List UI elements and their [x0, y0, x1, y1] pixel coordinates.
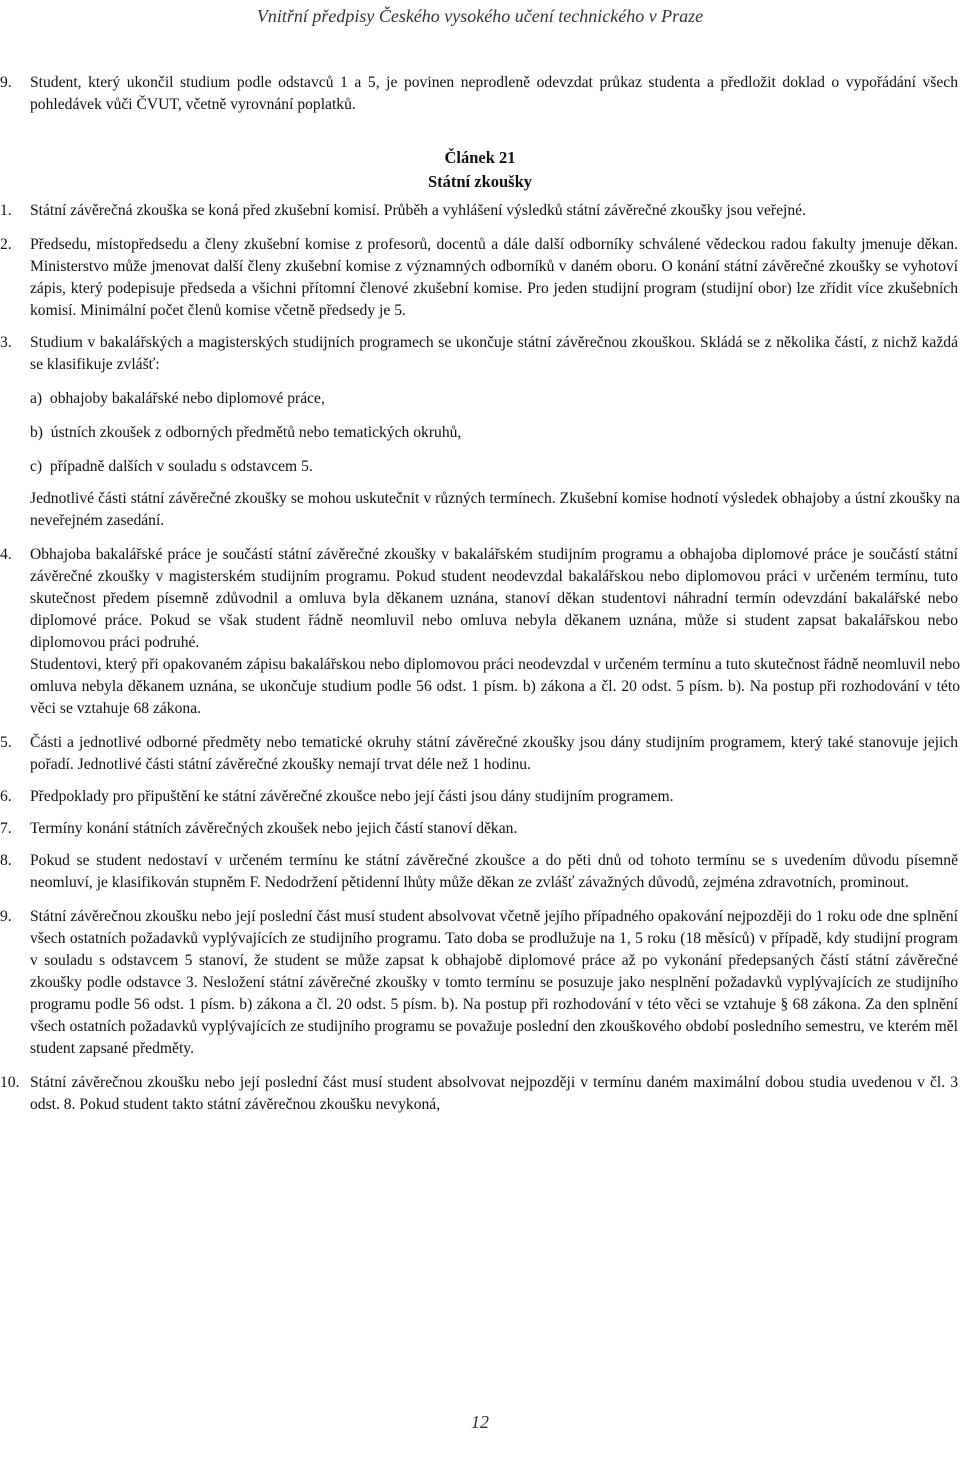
paragraph-number: 6. [0, 788, 12, 805]
paragraph-8 [0, 850, 960, 894]
article-number: Článek 21 [444, 148, 516, 167]
paragraph-7 [0, 818, 960, 840]
paragraph-text: Obhajoba bakalářské práce je součástí státní závěrečné zkoušky v bakalářském studijním programu a obhajoba diplomové práce je součástí státní závěrečné zkoušky v magisterském studijním programu. Pokud student neodevzdal bakalářskou nebo diplomovou práci v určeném termínu, tuto skutečnost předem písemně zdůvodnil a omluva byla děkanem uznána, stanoví děkan studentovi náhradní termín odevzdání bakalářské nebo diplomové práce. Pokud se však student řádně neomluvil nebo omluva nebyla děkanem uznána, může si student zapsat bakalářskou nebo diplomovou práci podruhé. [30, 546, 958, 651]
paragraph-9 [0, 906, 960, 1060]
paragraph-text: Státní závěrečnou zkoušku nebo její poslední část musí student absolvovat nejpozději v termínu daném maximální dobou studia uvedenou v čl. 3 odst. 8. Pokud student takto státní závěrečnou zkoušku nevykoná, [30, 1074, 958, 1113]
paragraph-text: Termíny konání státních závěrečných zkoušek nebo jejich částí stanoví děkan. [30, 820, 518, 837]
list-item: a) obhajoby bakalářské nebo diplomové práce, [30, 390, 325, 407]
paragraph-text: Státní závěrečná zkouška se koná před zkušební komisí. Průběh a vyhlášení výsledků státní závěrečné zkoušky jsou veřejné. [30, 202, 806, 219]
paragraph-10 [0, 1072, 960, 1116]
page-number: 12 [471, 1412, 489, 1432]
paragraph-number: 10. [0, 1074, 20, 1091]
paragraph-2 [0, 234, 960, 322]
paragraph-number: 2. [0, 236, 12, 253]
paragraph-number: 1. [0, 202, 12, 219]
paragraph-number: 7. [0, 820, 12, 837]
list-item: c) případně dalších v souladu s odstavcem 5. [30, 458, 313, 475]
paragraph-text: Předpoklady pro připuštění ke státní závěrečné zkoušce nebo její části jsou dány studijním programem. [30, 788, 674, 805]
list-item: b) ústních zkoušek z odborných předmětů nebo tematických okruhů, [30, 424, 462, 441]
paragraph-number: 4. [0, 546, 12, 563]
document-body [0, 72, 960, 1116]
paragraph-number: 9. [0, 908, 12, 925]
paragraph-text: Student, který ukončil studium podle odstavců 1 a 5, je povinen neprodleně odevzdat průkaz studenta a předložit doklad o vypořádání všech pohledávek vůči ČVUT, včetně vyrovnání poplatků. [30, 74, 958, 113]
paragraph-text: Studium v bakalářských a magisterských studijních programech se ukončuje státní závěrečnou zkouškou. Skládá se z několika částí, z nichž každá se klasifikuje zvlášť: [30, 334, 958, 373]
paragraph-1 [0, 200, 960, 222]
paragraph-text: Předsedu, místopředsedu a členy zkušební komise z profesorů, docentů a dále další odborníky schválené vědeckou radou fakulty jmenuje děkan. Ministerstvo může jmenovat další členy zkušební komise z významných odborníků v daném oboru. O konání státní závěrečné zkoušky se vyhotoví zápis, který podepisuje předseda a všichni přítomní členové zkušební komise. Pro jeden studijní program (studijní obor) lze zřídit více zkušebních komisí. Minimální počet členů komise včetně předsedy je 5. [30, 236, 958, 319]
paragraph-4-continuation: Studentovi, který při opakovaném zápisu bakalářskou nebo diplomovou práci neodevzdal v určeném termínu a tuto skutečnost řádně neomluvil nebo omluva nebyla děkanem uznána, se ukončuje studium podle 56 odst. 1 písm. b) zákona a čl. 20 odst. 5 písm. b). Na postup při rozhodování v této věci se vztahuje 68 zákona. [30, 656, 960, 717]
paragraph-number: 5. [0, 734, 12, 751]
paragraph-3 [0, 332, 960, 376]
paragraph-text: Státní závěrečnou zkoušku nebo její poslední část musí student absolvovat včetně jejího případného opakování nejpozději do 1 roku ode dne splnění všech ostatních požadavků vyplývajících ze studijního programu. Tato doba se prodlužuje na 1, 5 roku (18 měsíců) v případě, kdy studijní program v souladu s odstavcem 5 stanoví, že student se může zapsat k obhajobě diplomové práce až po vykonání předepsaných částí státní závěrečné zkoušky podle odstavce 3. Nesložení státní závěrečné zkoušky v tomto termínu se posuzuje jako nesplnění požadavků vyplývajících ze studijního programu podle 56 odst. 1 písm. b) zákona a čl. 20 odst. 5 písm. b). Na postup při rozhodování v této věci se vztahuje § 68 zákona. Za den splnění všech ostatních požadavků vyplývajících ze studijního programu se považuje poslední den zkouškového období posledního semestru, ve kterém měl student zapsané předměty. [30, 908, 958, 1057]
paragraph-9-previous [0, 72, 960, 116]
paragraph-4 [0, 544, 960, 654]
paragraph-5 [0, 732, 960, 776]
paragraph-number: 8. [0, 852, 12, 869]
paragraph-3-continuation: Jednotlivé části státní závěrečné zkoušky se mohou uskutečnit v různých termínech. Zkušební komise hodnotí výsledek obhajoby a ústní zkoušky na neveřejném zasedání. [30, 490, 960, 529]
paragraph-6 [0, 786, 960, 808]
paragraph-text: Pokud se student nedostaví v určeném termínu ke státní závěrečné zkoušce a do pěti dnů od tohoto termínu se s uvedením důvodu písemně neomluví, je klasifikován stupněm F. Nedodržení pětidenní lhůty může děkan ze zvlášť závažných důvodů, zejména zdravotních, prominout. [30, 852, 958, 891]
paragraph-text: Části a jednotlivé odborné předměty nebo tematické okruhy státní závěrečné zkoušky jsou dány studijním programem, který také stanovuje jejich pořadí. Jednotlivé části státní závěrečné zkoušky nemají trvat déle než 1 hodinu. [30, 734, 958, 773]
article-title: Státní zkoušky [427, 172, 533, 191]
paragraph-number: 3. [0, 334, 12, 351]
document-header: Vnitřní předpisy Českého vysokého učení technického v Praze [256, 6, 704, 26]
paragraph-number: 9. [0, 74, 12, 91]
